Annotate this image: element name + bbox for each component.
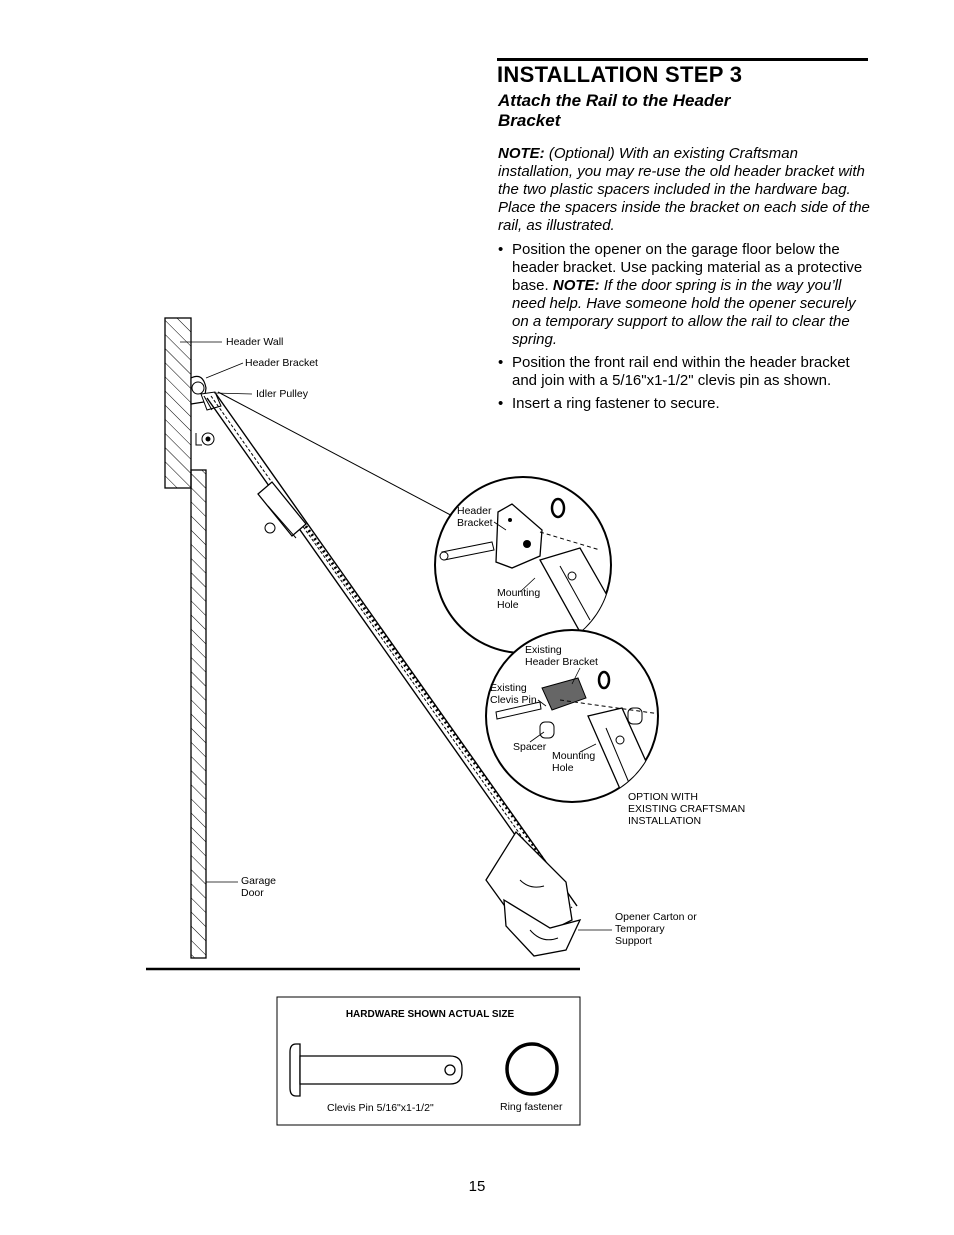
label-opener-support: Opener Carton or Temporary Support (615, 911, 697, 947)
label-header-wall: Header Wall (226, 336, 284, 348)
label-inset2-existing-pin: Existing Clevis Pin (490, 682, 537, 706)
note-label: NOTE: (498, 145, 545, 162)
option-caption: OPTION WITH EXISTING CRAFTSMAN INSTALLATION (628, 791, 746, 827)
label-header-bracket: Header Bracket (245, 357, 318, 369)
bullet-text: Insert a ring fastener to secure. (512, 395, 720, 412)
header-wall (165, 318, 191, 488)
note-text: (Optional) With an existing Craftsman installation, you may re-use the old header bracket with the two plastic spacers included in the hardware bag. Place the spacers inside the bracket on each side of the rail, as illustrated. (498, 145, 870, 234)
label-ring-fastener: Ring fastener (500, 1101, 563, 1113)
label-inset2-spacer: Spacer (513, 741, 547, 753)
label-garage-door: Garage Door (241, 875, 277, 899)
label-idler-pulley: Idler Pulley (256, 388, 308, 400)
label-inset2-mounting-hole: Mounting Hole (552, 750, 596, 774)
label-inset2-existing-bracket: Existing Header Bracket (525, 644, 598, 668)
bullet-text: Position the opener on the garage floor below the header bracket. Use packing material as a protective base. (512, 241, 863, 294)
bullet-note-text: If the door spring is in the way you’ll need help. Have someone hold the opener securely on a temporary support to allow the rail to clear the spring. (512, 277, 856, 348)
section-subtitle: Attach the Rail to the Header Bracket (498, 91, 731, 130)
opener-carton (486, 832, 580, 956)
trolley (258, 482, 306, 538)
label-inset1-mounting-hole: Mounting Hole (497, 587, 541, 611)
bullet-icon: • (498, 395, 504, 412)
garage-door (191, 470, 206, 958)
bullet-note-label: NOTE: (552, 277, 600, 294)
header-bracket-drawing (191, 376, 214, 445)
idler-pulley-drawing (201, 392, 221, 410)
page-number: 15 (468, 1178, 486, 1195)
label-clevis-pin: Clevis Pin 5/16"x1-1/2" (327, 1102, 434, 1114)
inset-header-bracket (435, 477, 620, 653)
page-title: INSTALLATION STEP 3 (497, 62, 743, 87)
bullet-text: Position the front rail end within the header bracket and join with a 5/16"x1-1/2" clevis pin as shown. (512, 354, 850, 389)
bullet-icon: • (498, 354, 504, 371)
bullet-icon: • (498, 241, 504, 258)
callout-line (218, 392, 460, 520)
hardware-title: HARDWARE SHOWN ACTUAL SIZE (345, 1009, 515, 1020)
label-inset1-header-bracket: Header Bracket (457, 505, 493, 529)
